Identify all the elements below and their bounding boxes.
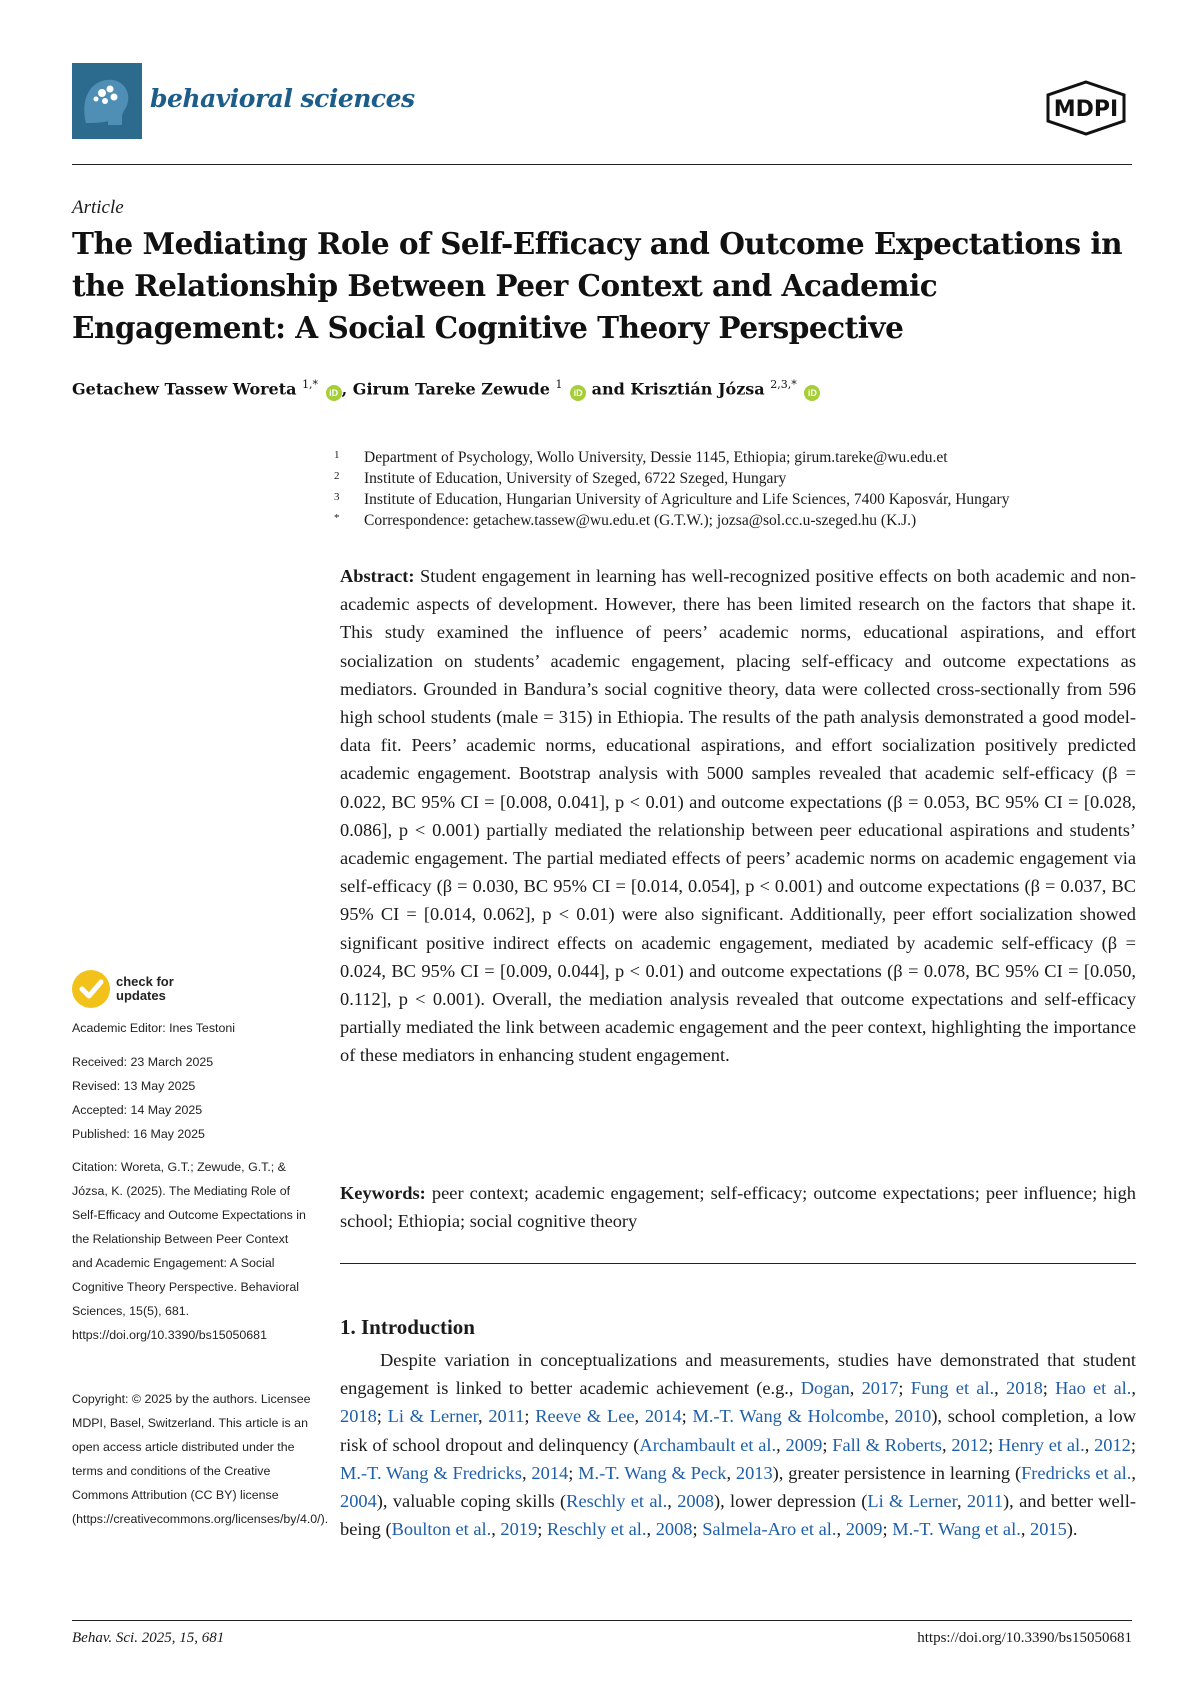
intro-text: ; [376, 1406, 388, 1427]
affiliation-mark: 2 [334, 470, 340, 482]
section-heading: 1. Introduction [340, 1315, 475, 1339]
citation-link[interactable]: Salmela-Aro et al. [702, 1519, 837, 1540]
affiliation-text: Institute of Education, University of Szeged, 6722 Szeged, Hungary [364, 470, 787, 487]
correspondence-text: Correspondence: getachew.tassew@wu.edu.et (G.T.W.); jozsa@sol.cc.u-szeged.hu (K.J.) [364, 512, 917, 529]
intro-text: ; [1042, 1378, 1056, 1399]
citation-link[interactable]: 2010 [894, 1406, 932, 1427]
footer-journal-ref: Behav. Sci. 2025, 15, 681 [72, 1630, 225, 1646]
intro-text: , [849, 1378, 862, 1399]
intro-text: , [776, 1434, 786, 1455]
intro-text: ; [681, 1406, 693, 1427]
intro-text: ; [537, 1519, 547, 1540]
citation-link[interactable]: Hao et al. [1055, 1378, 1132, 1399]
intro-text: ; [524, 1406, 536, 1427]
abstract-text: Student engagement in learning has well-recognized positive effects on both academic and non-academic aspects of development. However, there has been limited research on the factors that shape it. This study examined the influence of peers’ academic norms, educational aspirations, and effort socialization on students’ academic engagement, placing self-efficacy and outcome expectations as mediators. Grounded in Bandura’s social cognitive theory, data were collected cross-sectionally from 596 high school students (male = 315) in Ethiopia. The results of the path analysis demonstrated a good model-data fit. Peers’ academic norms, educational aspirations, and effort socialization positively predicted academic engagement. Bootstrap analysis with 5000 samples revealed that academic self-efficacy (β = 0.022, BC 95% CI = [0.008, 0.041], p < 0.01) and outcome expectations (β = 0.053, BC 95% CI = [0.028, 0.086], p < 0.001) partially mediated the relationship between peer educational aspirations and students’ academic engagement. The partial mediated effects of peers’ academic norms on academic engagement via self-efficacy (β = 0.030, BC 95% CI = [0.014, 0.054], p < 0.001) and outcome expectations (β = 0.037, BC 95% CI = [0.014, 0.062], p < 0.01) were also significant. Additionally, peer effort socialization showed significant positive indirect effects on academic engagement, mediated by academic self-efficacy (β = 0.024, BC 95% CI = [0.009, 0.044], p < 0.01) and outcome expectations (β = 0.078, BC 95% CI = [0.050, 0.112], p < 0.001). Overall, the mediation analysis revealed that outcome expectations and self-efficacy partially mediated the link between academic engagement and the peer context, highlighting the importance of these mediators in enhancing student engagement. [340, 566, 1136, 1066]
author-affiliation-mark: 1 [555, 378, 563, 391]
publisher-logo[interactable] [1042, 80, 1130, 136]
intro-text: ; [822, 1434, 833, 1455]
intro-text: ), lower depression ( [713, 1491, 868, 1512]
revised-date: Revised: 13 May 2025 [72, 1079, 196, 1093]
author-separator: , [341, 379, 348, 399]
orcid-icon[interactable]: iD [804, 385, 820, 401]
affiliation-item [330, 468, 1150, 489]
citation-link[interactable]: M.-T. Wang & Holcombe [692, 1406, 885, 1427]
affiliation-text: Department of Psychology, Wollo University, Dessie 1145, Ethiopia; girum.tareke@wu.edu.et [364, 449, 948, 466]
citation-link[interactable]: 2017 [861, 1378, 899, 1399]
affiliation-item [330, 489, 1150, 510]
abstract-label: Abstract: [340, 566, 415, 586]
intro-text: , [477, 1406, 489, 1427]
citation-link[interactable]: Fredricks et al. [1021, 1462, 1132, 1483]
intro-text: , [941, 1434, 952, 1455]
citation-link[interactable]: 2015 [1030, 1519, 1067, 1540]
author-name[interactable]: Getachew Tassew Woreta [72, 379, 297, 399]
section-divider [340, 1263, 1136, 1264]
intro-text: , [1131, 1378, 1136, 1399]
footer-doi-link[interactable]: https://doi.org/10.3390/bs15050681 [917, 1630, 1132, 1646]
intro-text: , [491, 1519, 501, 1540]
affiliation-mark: * [334, 512, 340, 524]
intro-text: , [667, 1491, 678, 1512]
accepted-date: Accepted: 14 May 2025 [72, 1103, 203, 1117]
intro-text: ), valuable coping skills ( [376, 1491, 567, 1512]
intro-text: , [994, 1378, 1006, 1399]
citation-link[interactable]: 2008 [655, 1519, 693, 1540]
citation-link[interactable]: 2018 [340, 1406, 377, 1427]
citation-link[interactable]: Li & Lerner [867, 1491, 957, 1512]
check-updates-line: check for [116, 974, 174, 989]
intro-text: ; [988, 1434, 999, 1455]
intro-text: , [884, 1406, 895, 1427]
received-date: Received: 23 March 2025 [72, 1055, 214, 1069]
affiliation-mark: 3 [334, 491, 340, 503]
intro-text: , [1020, 1519, 1031, 1540]
citation-link[interactable]: Fall & Roberts [832, 1434, 942, 1455]
citation-link[interactable]: Reschly et al. [566, 1491, 668, 1512]
orcid-icon[interactable]: iD [326, 385, 342, 401]
intro-text: , [726, 1462, 736, 1483]
intro-text: ), school completion, a low risk of school dropout and delinquency ( [340, 1406, 1137, 1455]
citation-link[interactable]: 2011 [488, 1406, 525, 1427]
citation-link[interactable]: 2012 [1094, 1434, 1131, 1455]
intro-text: , [956, 1491, 967, 1512]
intro-text: , [1131, 1462, 1136, 1483]
article-type: Article [72, 197, 124, 218]
affiliation-text: Institute of Education, Hungarian University of Agriculture and Life Sciences, 7400 Kaposvár, Hungary [364, 491, 1010, 508]
check-updates-badge[interactable] [72, 970, 174, 1008]
intro-text: , [836, 1519, 846, 1540]
abstract [340, 562, 1136, 1070]
citation-link[interactable]: 2011 [966, 1491, 1004, 1512]
author-name[interactable]: Krisztián Józsa [630, 379, 765, 399]
intro-paragraph [340, 1346, 1136, 1543]
journal-name[interactable]: behavioral sciences [150, 84, 415, 113]
keywords [340, 1179, 1136, 1235]
citation-link[interactable]: 2009 [785, 1434, 823, 1455]
author-list [72, 378, 820, 401]
intro-text: ), greater persistence in learning ( [772, 1462, 1022, 1483]
intro-text: ), and better well-being ( [340, 1491, 1136, 1540]
intro-text: , [521, 1462, 532, 1483]
citation-link[interactable]: M.-T. Wang & Peck [578, 1462, 727, 1483]
publication-dates [72, 1050, 312, 1146]
intro-text: ). [1066, 1519, 1078, 1540]
citation-link[interactable]: 2008 [677, 1491, 714, 1512]
citation-link[interactable]: 2018 [1006, 1378, 1043, 1399]
citation-link[interactable]: 2019 [500, 1519, 538, 1540]
author-name[interactable]: Girum Tareke Zewude [352, 379, 550, 399]
affiliation-item [330, 447, 1150, 468]
orcid-icon[interactable]: iD [570, 385, 586, 401]
intro-text: , [634, 1406, 645, 1427]
intro-text: ; [898, 1378, 911, 1399]
academic-editor: Academic Editor: Ines Testoni [72, 1021, 235, 1035]
check-updates-icon [72, 970, 110, 1008]
affiliation-mark: 1 [334, 449, 340, 461]
citation-link[interactable]: 2004 [340, 1491, 377, 1512]
intro-text: , [1084, 1434, 1095, 1455]
citation-link[interactable]: Archambault et al. [639, 1434, 777, 1455]
citation-link[interactable]: Li & Lerner [387, 1406, 478, 1427]
citation-link[interactable]: Fung et al. [910, 1378, 995, 1399]
citation-link[interactable]: 2012 [951, 1434, 989, 1455]
intro-text: ; [1130, 1434, 1136, 1455]
citation-link[interactable]: 2014 [644, 1406, 682, 1427]
citation-link[interactable]: Reeve & Lee [535, 1406, 635, 1427]
citation-block: Citation: Woreta, G.T.; Zewude, G.T.; & Józsa, K. (2025). The Mediating Role of Self-Efficacy and Outcome Expectations in the Relationship Between Peer Context and Academic Engagement: A Social Cognitive Theory Perspective. Behavioral Sciences, 15(5), 681. https://doi.org/10.3390/bs15050681 [72, 1160, 306, 1342]
citation-link[interactable]: Dogan [800, 1378, 850, 1399]
citation-link[interactable]: M.-T. Wang & Fredricks [340, 1462, 522, 1483]
copyright-block: Copyright: © 2025 by the authors. Licensee MDPI, Basel, Switzerland. This article is an open access article distributed under the terms and conditions of the Creative Commons Attribution (CC BY) license (https://creativecommons.org/licenses/by/4.0/). [72, 1392, 329, 1526]
intro-text: ; [882, 1519, 893, 1540]
journal-logo [72, 63, 142, 139]
citation-link[interactable]: 2013 [735, 1462, 773, 1483]
citation-link[interactable]: 2014 [531, 1462, 569, 1483]
header-divider [72, 164, 1132, 165]
citation-link[interactable]: Reschly et al. [546, 1519, 647, 1540]
intro-text: , [646, 1519, 656, 1540]
published-date: Published: 16 May 2025 [72, 1127, 205, 1141]
citation-link[interactable]: Henry et al. [998, 1434, 1085, 1455]
keywords-text: peer context; academic engagement; self-efficacy; outcome expectations; peer influence; high school; Ethiopia; social cognitive theory [340, 1183, 1136, 1232]
author-affiliation-mark: 1,* [302, 378, 319, 391]
author-affiliation-mark: 2,3,* [770, 378, 797, 391]
publisher-name: MDPI [1053, 97, 1119, 122]
check-updates-line: updates [116, 988, 166, 1003]
keywords-label: Keywords: [340, 1183, 426, 1203]
footer-divider [72, 1620, 1132, 1621]
citation-link[interactable]: Boulton et al. [391, 1519, 492, 1540]
affiliation-list [330, 447, 1150, 531]
citation-link[interactable]: M.-T. Wang et al. [892, 1519, 1021, 1540]
citation-link[interactable]: 2009 [845, 1519, 883, 1540]
intro-text: ; [568, 1462, 579, 1483]
affiliation-item [330, 510, 1150, 531]
intro-text: ; [692, 1519, 703, 1540]
author-separator: and [591, 379, 625, 399]
article-title: The Mediating Role of Self-Efficacy and Outcome Expectations in the Relationship Between Peer Context and Academic Engagement: A Social Cognitive Theory Perspective [72, 226, 1123, 345]
intro-text: Despite variation in conceptualizations and measurements, studies have demonstrated that student engagement is linked to better academic achievement (e.g., [340, 1350, 1136, 1399]
